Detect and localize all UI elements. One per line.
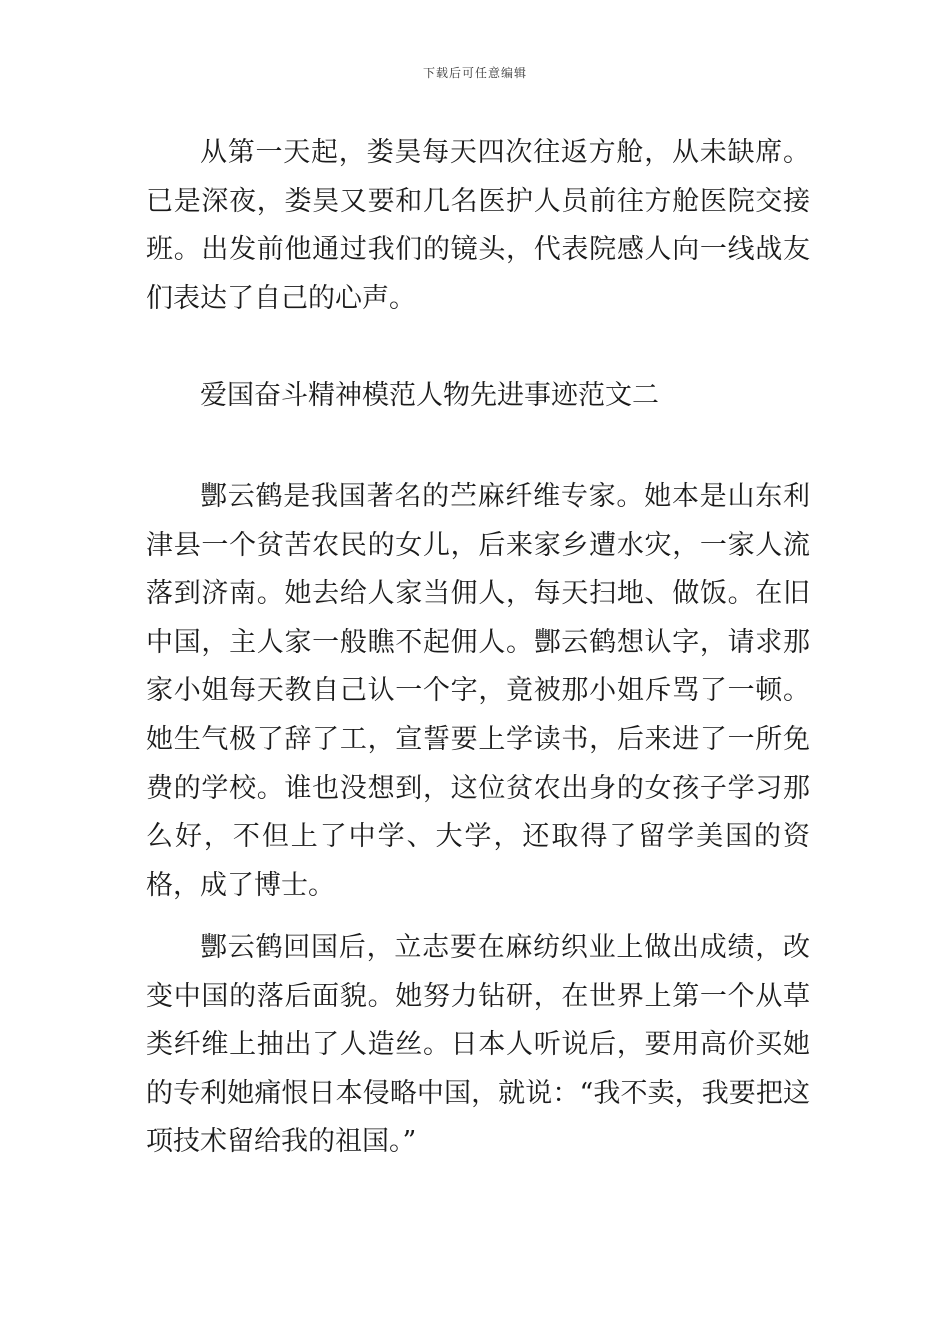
section-heading-2: 爱国奋斗精神模范人物先进事迹范文二	[200, 380, 659, 411]
page-header: 下载后可任意编辑	[422, 66, 527, 80]
paragraph-2: 酆云鹤是我国著名的苎麻纤维专家。她本是山东利津县一个贫苦农民的女儿，后来家乡遭水灾，一家人流落到济南。她去给人家当佣人，每天扫地、做饭。在旧中国，主人家一般瞧不起佣人。酆云鹤想认字，请求那家小姐每天教自己认一个字，竟被那小姐斥骂了一顿。她生气极了辞了工，宣誓要上学读书，后来进了一所免费的学校。谁也没想到，这位贫农出身的女孩子学习那么好，不但上了中学、大学，还取得了留学美国的资格，成了博士。	[146, 481, 810, 901]
paragraph-1: 从第一天起，娄昊每天四次往返方舱，从未缺席。已是深夜，娄昊又要和几名医护人员前往方舱医院交接班。出发前他通过我们的镜头，代表院感人向一线战友们表达了自己的心声。	[146, 137, 810, 314]
paragraph-3: 酆云鹤回国后，立志要在麻纺织业上做出成绩，改变中国的落后面貌。她努力钻研，在世界上第一个从草类纤维上抽出了人造丝。日本人听说后，要用高价买她的专利她痛恨日本侵略中国，就说：“我不卖，我要把这项技术留给我的祖国。”	[146, 932, 810, 1158]
